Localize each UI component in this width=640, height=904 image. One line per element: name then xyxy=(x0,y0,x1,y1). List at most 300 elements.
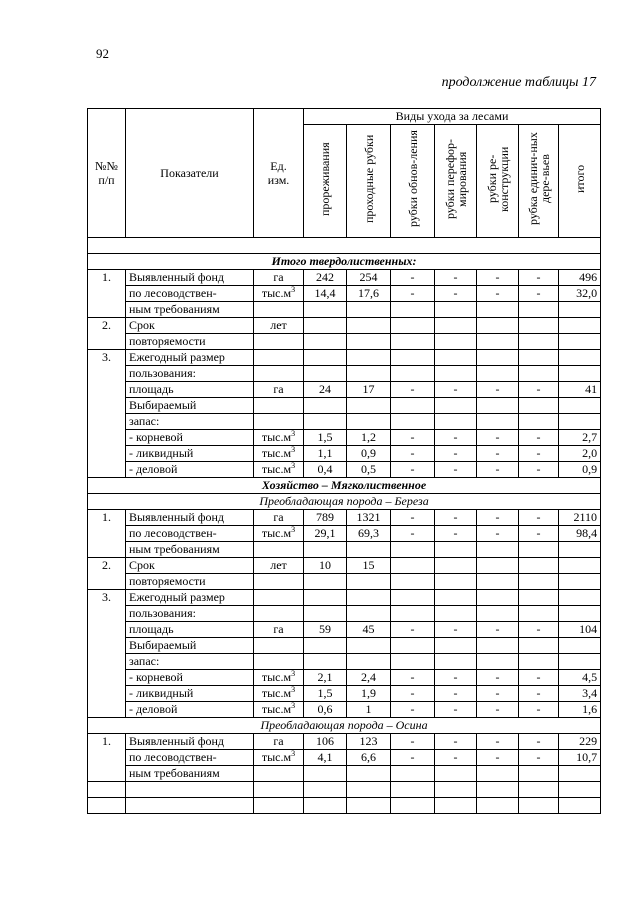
table-row xyxy=(88,638,601,654)
value-cell: - xyxy=(519,526,559,542)
value-cell: 1 xyxy=(347,702,391,718)
section-row xyxy=(88,254,601,270)
value-cell xyxy=(304,318,347,334)
indicator-label: пользования: xyxy=(126,366,254,382)
value-cell xyxy=(559,318,601,334)
page-number: 92 xyxy=(96,46,109,61)
row-num: 3. xyxy=(88,590,126,718)
value-cell xyxy=(477,558,519,574)
indicator-label: ным требованиям xyxy=(126,302,254,318)
indicator-label: Выбираемый xyxy=(126,398,254,414)
indicator-label: повторяемости xyxy=(126,334,254,350)
header-num: №№ п/п xyxy=(88,109,126,238)
empty-row xyxy=(88,782,601,798)
unit-cell: $тыс.м^3$ xyxy=(254,446,304,462)
value-cell: 2,4 xyxy=(347,670,391,686)
value-cell: 0,4 xyxy=(304,462,347,478)
indicator-label: Срок xyxy=(126,318,254,334)
unit-cell: $тыс.м^3$ xyxy=(254,430,304,446)
empty-row xyxy=(88,798,601,814)
value-cell xyxy=(347,302,391,318)
value-cell xyxy=(477,302,519,318)
value-cell xyxy=(347,590,391,606)
value-cell: 1,6 xyxy=(559,702,601,718)
unit-cell: $тыс.м^3$ xyxy=(254,286,304,302)
value-cell xyxy=(435,318,477,334)
value-cell: 0,9 xyxy=(559,462,601,478)
table-row xyxy=(88,734,601,750)
value-cell: - xyxy=(391,446,435,462)
value-cell: - xyxy=(391,510,435,526)
unit-cell xyxy=(254,654,304,670)
value-cell xyxy=(519,558,559,574)
value-cell xyxy=(477,574,519,590)
value-cell xyxy=(559,302,601,318)
value-cell xyxy=(391,766,435,782)
value-cell: 496 xyxy=(559,270,601,286)
value-cell xyxy=(304,654,347,670)
value-cell: 14,4 xyxy=(304,286,347,302)
value-cell: - xyxy=(477,622,519,638)
value-cell: - xyxy=(477,526,519,542)
value-cell xyxy=(304,638,347,654)
table-row xyxy=(88,750,601,766)
value-cell: 789 xyxy=(304,510,347,526)
value-cell: 4,5 xyxy=(559,670,601,686)
value-cell xyxy=(435,638,477,654)
value-cell xyxy=(391,302,435,318)
indicator-label: по лесоводствен- xyxy=(126,526,254,542)
unit-cell: $тыс.м^3$ xyxy=(254,670,304,686)
table-row xyxy=(88,590,601,606)
value-cell xyxy=(477,654,519,670)
value-cell: - xyxy=(435,702,477,718)
unit-cell xyxy=(254,334,304,350)
value-cell: - xyxy=(519,622,559,638)
value-cell: - xyxy=(519,734,559,750)
value-cell xyxy=(347,606,391,622)
value-cell: 10,7 xyxy=(559,750,601,766)
empty-cell xyxy=(391,782,435,798)
value-cell: - xyxy=(519,382,559,398)
value-cell: 123 xyxy=(347,734,391,750)
value-cell xyxy=(391,350,435,366)
empty-cell xyxy=(435,798,477,814)
value-cell xyxy=(391,542,435,558)
value-cell xyxy=(304,414,347,430)
table-row xyxy=(88,446,601,462)
value-cell xyxy=(435,574,477,590)
unit-cell: га xyxy=(254,510,304,526)
value-cell: 106 xyxy=(304,734,347,750)
empty-cell xyxy=(304,782,347,798)
value-cell xyxy=(391,590,435,606)
value-cell: 1,9 xyxy=(347,686,391,702)
value-cell: 0,9 xyxy=(347,446,391,462)
empty-cell xyxy=(559,798,601,814)
empty-cell xyxy=(126,798,254,814)
value-cell: 104 xyxy=(559,622,601,638)
value-cell xyxy=(477,766,519,782)
table-row xyxy=(88,702,601,718)
value-cell: 2110 xyxy=(559,510,601,526)
value-cell: - xyxy=(435,670,477,686)
value-cell xyxy=(435,606,477,622)
value-cell xyxy=(559,638,601,654)
unit-cell xyxy=(254,574,304,590)
table-row xyxy=(88,318,601,334)
value-cell: - xyxy=(477,702,519,718)
value-cell xyxy=(304,350,347,366)
empty-cell xyxy=(304,798,347,814)
value-cell xyxy=(519,318,559,334)
value-cell: - xyxy=(435,734,477,750)
value-cell xyxy=(347,542,391,558)
unit-cell: $тыс.м^3$ xyxy=(254,750,304,766)
table-continuation-caption: продолжение таблицы 17 xyxy=(441,75,596,90)
value-cell: - xyxy=(477,446,519,462)
empty-cell xyxy=(254,782,304,798)
row-num: 2. xyxy=(88,318,126,350)
value-cell xyxy=(477,638,519,654)
value-cell xyxy=(559,350,601,366)
table-row xyxy=(88,398,601,414)
section-title: Хозяйство – Мягколиственное xyxy=(88,478,601,494)
row-num: 2. xyxy=(88,558,126,590)
value-cell xyxy=(304,766,347,782)
value-cell: 45 xyxy=(347,622,391,638)
value-cell xyxy=(391,366,435,382)
unit-cell: га xyxy=(254,270,304,286)
value-cell: - xyxy=(519,670,559,686)
value-cell xyxy=(435,590,477,606)
indicator-label: Выбираемый xyxy=(126,638,254,654)
empty-cell xyxy=(347,782,391,798)
row-num: 1. xyxy=(88,510,126,558)
value-cell: - xyxy=(391,286,435,302)
value-cell xyxy=(391,574,435,590)
value-cell xyxy=(435,302,477,318)
empty-cell xyxy=(391,798,435,814)
value-cell xyxy=(519,638,559,654)
value-cell xyxy=(477,366,519,382)
value-cell xyxy=(559,654,601,670)
unit-cell xyxy=(254,606,304,622)
value-cell: - xyxy=(391,622,435,638)
value-cell: - xyxy=(391,382,435,398)
value-cell: 254 xyxy=(347,270,391,286)
header-indicator: Показатели xyxy=(126,109,254,238)
value-cell xyxy=(519,414,559,430)
indicator-label: - деловой xyxy=(126,462,254,478)
value-cell xyxy=(559,398,601,414)
value-cell xyxy=(519,398,559,414)
value-cell xyxy=(435,334,477,350)
section-row xyxy=(88,478,601,494)
value-cell xyxy=(559,366,601,382)
table-row xyxy=(88,334,601,350)
value-cell: - xyxy=(391,462,435,478)
value-cell: 6,6 xyxy=(347,750,391,766)
value-cell xyxy=(477,542,519,558)
header-type-6: итого xyxy=(559,125,601,238)
value-cell: - xyxy=(435,462,477,478)
value-cell xyxy=(435,654,477,670)
empty-cell xyxy=(477,782,519,798)
value-cell xyxy=(519,334,559,350)
indicator-label: ным требованиям xyxy=(126,542,254,558)
indicator-label: - корневой xyxy=(126,430,254,446)
indicator-label: - деловой xyxy=(126,702,254,718)
value-cell: - xyxy=(435,446,477,462)
indicator-label: повторяемости xyxy=(126,574,254,590)
indicator-label: Срок xyxy=(126,558,254,574)
indicator-label: ным требованиям xyxy=(126,766,254,782)
section-title: Преобладающая порода – Береза xyxy=(88,494,601,510)
unit-cell: га xyxy=(254,734,304,750)
value-cell xyxy=(391,318,435,334)
value-cell xyxy=(519,654,559,670)
empty-cell xyxy=(477,798,519,814)
value-cell xyxy=(519,350,559,366)
table-row xyxy=(88,606,601,622)
empty-cell xyxy=(519,782,559,798)
forest-care-table xyxy=(87,108,601,814)
value-cell: 17,6 xyxy=(347,286,391,302)
unit-cell: га xyxy=(254,382,304,398)
value-cell: - xyxy=(519,750,559,766)
value-cell xyxy=(347,398,391,414)
empty-cell xyxy=(126,782,254,798)
value-cell: - xyxy=(477,286,519,302)
value-cell: 3,4 xyxy=(559,686,601,702)
value-cell: 1,1 xyxy=(304,446,347,462)
value-cell xyxy=(391,558,435,574)
empty-cell xyxy=(88,798,126,814)
table-row xyxy=(88,286,601,302)
value-cell xyxy=(519,590,559,606)
row-num: 1. xyxy=(88,270,126,318)
value-cell xyxy=(347,334,391,350)
value-cell: 1,5 xyxy=(304,430,347,446)
value-cell: 29,1 xyxy=(304,526,347,542)
value-cell: - xyxy=(391,686,435,702)
value-cell: - xyxy=(519,686,559,702)
value-cell: - xyxy=(477,750,519,766)
indicator-label: Выявленный фонд xyxy=(126,270,254,286)
value-cell xyxy=(391,654,435,670)
value-cell: - xyxy=(435,270,477,286)
unit-cell xyxy=(254,590,304,606)
value-cell: - xyxy=(477,670,519,686)
value-cell: - xyxy=(435,686,477,702)
value-cell xyxy=(435,350,477,366)
row-num: 1. xyxy=(88,734,126,782)
value-cell: - xyxy=(391,750,435,766)
indicator-label: - корневой xyxy=(126,670,254,686)
value-cell: - xyxy=(435,382,477,398)
unit-cell: $тыс.м^3$ xyxy=(254,526,304,542)
value-cell xyxy=(391,334,435,350)
value-cell xyxy=(304,574,347,590)
value-cell: 32,0 xyxy=(559,286,601,302)
value-cell: 242 xyxy=(304,270,347,286)
value-cell xyxy=(304,302,347,318)
value-cell: 0,5 xyxy=(347,462,391,478)
value-cell: 4,1 xyxy=(304,750,347,766)
empty-cell xyxy=(559,782,601,798)
value-cell: - xyxy=(519,270,559,286)
value-cell xyxy=(435,414,477,430)
unit-cell: $тыс.м^3$ xyxy=(254,702,304,718)
empty-cell xyxy=(254,798,304,814)
indicator-label: по лесоводствен- xyxy=(126,750,254,766)
header-type-1: проходные рубки xyxy=(347,125,391,238)
value-cell: - xyxy=(519,462,559,478)
indicator-label: по лесоводствен- xyxy=(126,286,254,302)
value-cell xyxy=(477,318,519,334)
value-cell xyxy=(347,574,391,590)
unit-cell xyxy=(254,414,304,430)
value-cell xyxy=(477,350,519,366)
value-cell: - xyxy=(435,622,477,638)
value-cell xyxy=(435,398,477,414)
value-cell: - xyxy=(435,286,477,302)
value-cell: - xyxy=(435,750,477,766)
value-cell: - xyxy=(477,734,519,750)
value-cell xyxy=(304,366,347,382)
table-row xyxy=(88,350,601,366)
section-title: Преобладающая порода – Осина xyxy=(88,718,601,734)
value-cell: 59 xyxy=(304,622,347,638)
value-cell: - xyxy=(519,430,559,446)
table-row xyxy=(88,686,601,702)
table-row xyxy=(88,510,601,526)
unit-cell: лет xyxy=(254,558,304,574)
row-num: 3. xyxy=(88,350,126,478)
value-cell: 1,5 xyxy=(304,686,347,702)
value-cell: - xyxy=(519,286,559,302)
value-cell xyxy=(559,590,601,606)
indicator-label: Ежегодный размер xyxy=(126,350,254,366)
value-cell xyxy=(559,542,601,558)
unit-cell: лет xyxy=(254,318,304,334)
value-cell xyxy=(391,414,435,430)
header-type-2: рубки обнов-ления xyxy=(391,125,435,238)
value-cell xyxy=(559,574,601,590)
table-row xyxy=(88,382,601,398)
value-cell xyxy=(519,302,559,318)
value-cell: - xyxy=(477,462,519,478)
unit-cell: $тыс.м^3$ xyxy=(254,462,304,478)
value-cell xyxy=(559,766,601,782)
table-row xyxy=(88,622,601,638)
value-cell xyxy=(304,590,347,606)
unit-cell xyxy=(254,638,304,654)
unit-cell xyxy=(254,350,304,366)
value-cell xyxy=(519,606,559,622)
value-cell xyxy=(519,574,559,590)
value-cell: - xyxy=(435,510,477,526)
value-cell xyxy=(304,606,347,622)
header-type-3: рубки перефор-мирования xyxy=(435,125,477,238)
value-cell: - xyxy=(435,526,477,542)
value-cell: - xyxy=(391,670,435,686)
table-row xyxy=(88,654,601,670)
table-row xyxy=(88,430,601,446)
value-cell xyxy=(347,318,391,334)
value-cell xyxy=(347,414,391,430)
value-cell: 1,2 xyxy=(347,430,391,446)
value-cell xyxy=(477,398,519,414)
value-cell: - xyxy=(519,446,559,462)
table-row xyxy=(88,766,601,782)
table-row xyxy=(88,462,601,478)
table-row xyxy=(88,542,601,558)
value-cell: - xyxy=(477,686,519,702)
header-type-0: прореживания xyxy=(304,125,347,238)
header-unit: Ед. изм. xyxy=(254,109,304,238)
value-cell xyxy=(477,414,519,430)
table-row xyxy=(88,366,601,382)
table-row xyxy=(88,574,601,590)
empty-cell xyxy=(347,798,391,814)
unit-cell xyxy=(254,766,304,782)
table-row xyxy=(88,526,601,542)
unit-cell: $тыс.м^3$ xyxy=(254,686,304,702)
value-cell xyxy=(559,558,601,574)
value-cell xyxy=(391,606,435,622)
value-cell: - xyxy=(477,270,519,286)
value-cell: 2,1 xyxy=(304,670,347,686)
value-cell xyxy=(477,606,519,622)
spacer-row xyxy=(88,238,601,254)
value-cell: - xyxy=(519,702,559,718)
value-cell xyxy=(559,334,601,350)
value-cell xyxy=(435,558,477,574)
value-cell xyxy=(435,766,477,782)
value-cell xyxy=(559,606,601,622)
indicator-label: Выявленный фонд xyxy=(126,510,254,526)
value-cell xyxy=(347,366,391,382)
value-cell xyxy=(519,542,559,558)
value-cell xyxy=(435,542,477,558)
value-cell xyxy=(519,366,559,382)
section-row xyxy=(88,718,601,734)
header-type-4: рубки ре-конструкции xyxy=(477,125,519,238)
header-type-5: рубка единич-ных дере-вьев xyxy=(519,125,559,238)
value-cell: 69,3 xyxy=(347,526,391,542)
value-cell: 10 xyxy=(304,558,347,574)
value-cell: 229 xyxy=(559,734,601,750)
indicator-label: Выявленный фонд xyxy=(126,734,254,750)
value-cell: 2,7 xyxy=(559,430,601,446)
value-cell xyxy=(435,366,477,382)
empty-cell xyxy=(88,782,126,798)
value-cell xyxy=(304,542,347,558)
value-cell: - xyxy=(391,702,435,718)
section-title: Итого твердолиственных: xyxy=(88,254,601,270)
value-cell xyxy=(391,638,435,654)
value-cell xyxy=(347,654,391,670)
value-cell: - xyxy=(477,430,519,446)
value-cell: 15 xyxy=(347,558,391,574)
value-cell: - xyxy=(477,382,519,398)
indicator-label: площадь xyxy=(126,382,254,398)
table-row xyxy=(88,302,601,318)
indicator-label: пользования: xyxy=(126,606,254,622)
empty-cell xyxy=(435,782,477,798)
